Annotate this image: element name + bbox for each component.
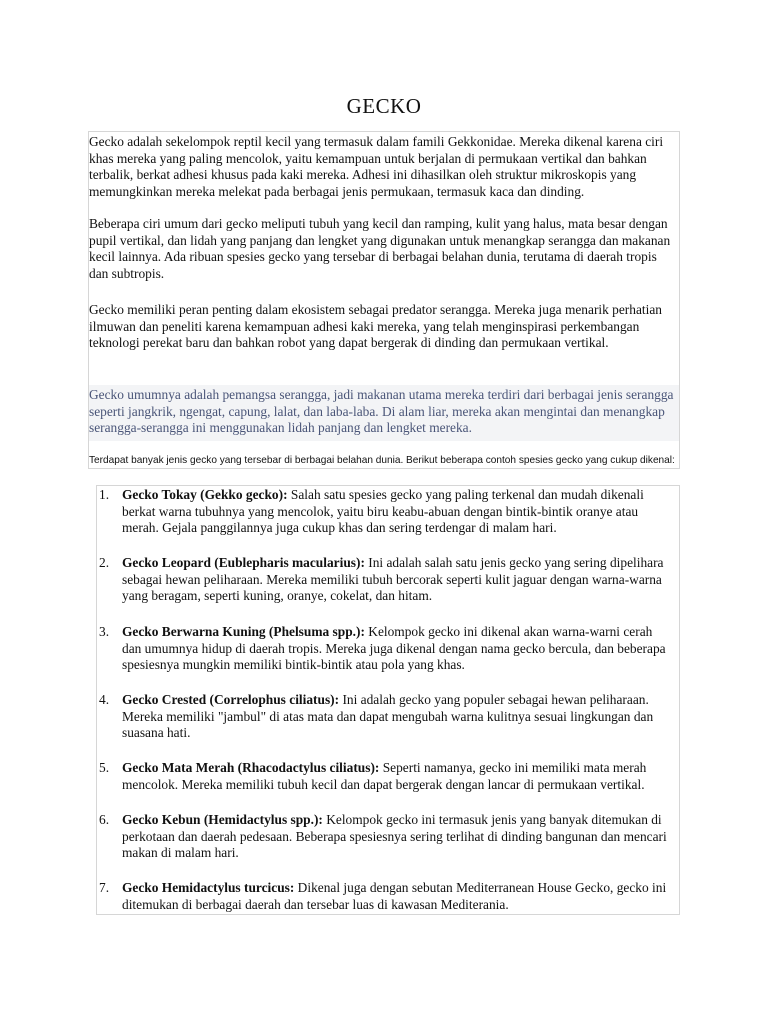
species-description: Seperti namanya, gecko ini memiliki mata merah mencolok. Mereka memiliki tubuh kecil dan dapat bergerak dengan lancar di permukaan vertikal. [122, 760, 647, 792]
species-name: Gecko Mata Merah (Rhacodactylus ciliatus): [122, 760, 380, 775]
species-name: Gecko Kebun (Hemidactylus spp.): [122, 812, 323, 827]
species-name: Gecko Tokay (Gekko gecko): [122, 487, 288, 502]
list-number: 3. [99, 624, 110, 639]
list-number: 1. [99, 487, 110, 502]
list-intro: Terdapat banyak jenis gecko yang tersebar di berbagai belahan dunia. Berikut beberapa contoh spesies gecko yang cukup dikenal: [89, 455, 675, 466]
species-name: Gecko Hemidactylus turcicus: [122, 880, 295, 895]
list-number: 2. [99, 555, 110, 570]
list-number: 7. [99, 880, 110, 895]
list-number: 6. [99, 812, 110, 827]
species-name: Gecko Leopard (Eublepharis macularius): [122, 555, 365, 570]
paragraph-4: Gecko umumnya adalah pemangsa serangga, jadi makanan utama mereka terdiri dari berbagai jenis serangga seperti jangkrik, ngengat, capung, lalat, dan laba-laba. Di alam liar, mereka akan mengintai dan menangkap serangga-serangga ini menggunakan lidah panjang dan lengket mereka. [89, 387, 674, 436]
list-number: 5. [99, 760, 110, 775]
species-name: Gecko Berwarna Kuning (Phelsuma spp.): [122, 624, 365, 639]
species-description: Ini adalah salah satu jenis gecko yang sering dipelihara sebagai hewan peliharaan. Mereka memiliki tubuh bercorak seperti kulit jaguar dengan warna-warna yang beragam, seperti kuning, oranye, cokelat, dan hitam. [122, 555, 664, 604]
species-description: Kelompok gecko ini termasuk jenis yang banyak ditemukan di perkotaan dan daerah pedesaan. Beberapa spesiesnya sering terlihat di dinding bangunan dan mencari makan di malam hari. [122, 812, 667, 861]
species-description: Salah satu spesies gecko yang paling terkenal dan mudah dikenali berkat warna tubuhnya yang mencolok, yaitu biru keabu-abuan dengan bintik-bintik oranye atau merah. Gejala panggilannya juga cukup khas dan sering terdengar di malam hari. [122, 487, 644, 536]
page-title: GECKO [346, 94, 422, 118]
species-description: Dikenal juga dengan sebutan Mediterranean House Gecko, gecko ini ditemukan di berbagai daerah dan tersebar luas di kawasan Mediterania. [122, 880, 667, 912]
paragraph-2: Beberapa ciri umum dari gecko meliputi tubuh yang kecil dan ramping, kulit yang halus, mata besar dengan pupil vertikal, dan lidah yang panjang dan lengket yang digunakan untuk menangkap serangga dan makanan kecil lainnya. Ada ribuan spesies gecko yang tersebar di berbagai belahan dunia, terutama di daerah tropis dan subtropis. [89, 216, 671, 281]
list-number: 4. [99, 692, 110, 707]
paragraph-1: Gecko adalah sekelompok reptil kecil yang termasuk dalam famili Gekkonidae. Mereka dikenal karena ciri khas mereka yang paling mencolok, yaitu kemampuan untuk berjalan di permukaan vertikal dan bahkan terbalik, berkat adhesi khusus pada kaki mereka. Adhesi ini dihasilkan oleh struktur mikroskopis yang memungkinkan mereka melekat pada berbagai jenis permukaan, termasuk kaca dan dinding. [89, 134, 664, 199]
species-name: Gecko Crested (Correlophus ciliatus): [122, 692, 340, 707]
species-description: Kelompok gecko ini dikenal akan warna-warni cerah dan umumnya hidup di daerah tropis. Mereka juga dikenal dengan nama gecko bercula, dan beberapa spesiesnya mungkin memiliki bintik-bintik atau pola yang khas. [122, 624, 666, 673]
species-description: Ini adalah gecko yang populer sebagai hewan peliharaan. Mereka memiliki "jambul" di atas mata dan dapat mengubah warna kulitnya sesuai lingkungan dan suasana hati. [122, 692, 654, 741]
paragraph-3: Gecko memiliki peran penting dalam ekosistem sebagai predator serangga. Mereka juga menarik perhatian ilmuwan dan peneliti karena kemampuan adhesi kaki mereka, yang telah menginspirasi perkembangan teknologi perekat baru dan bahkan robot yang dapat bergerak di dinding dan permukaan vertikal. [89, 302, 662, 351]
